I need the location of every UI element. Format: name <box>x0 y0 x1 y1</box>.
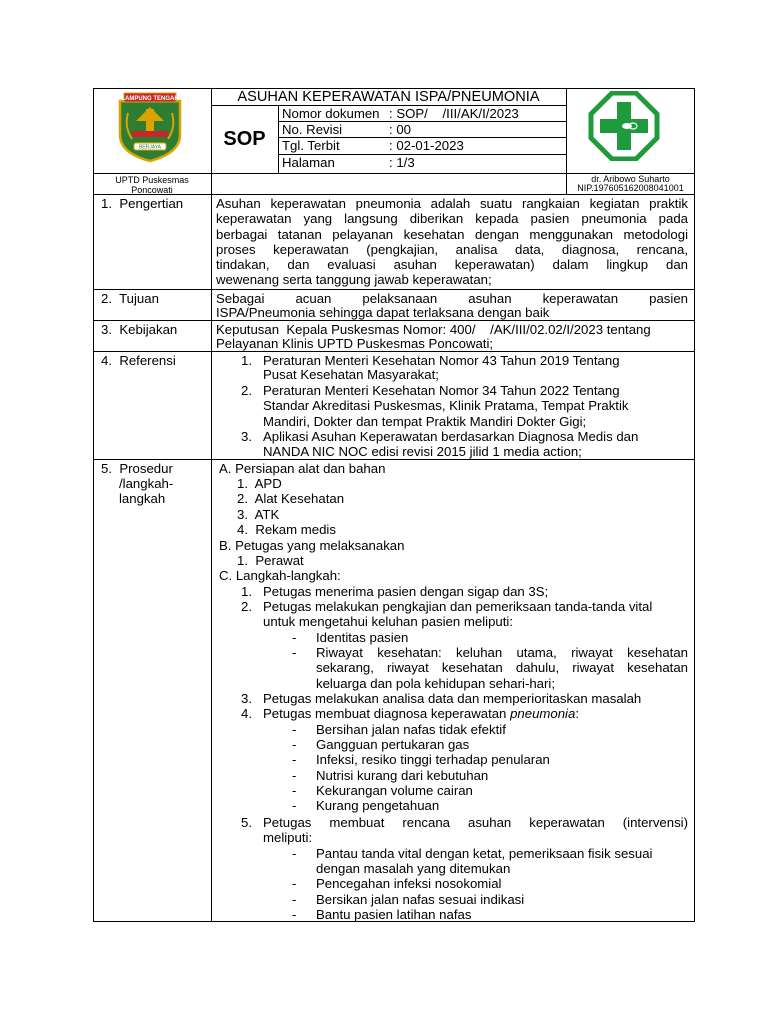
label-tujuan: 2. Tujuan <box>101 291 159 306</box>
meta-label-revisi: No. Revisi <box>282 122 343 137</box>
step-4-sub-6: Kurang pengetahuan <box>316 798 440 813</box>
bullet-dash: - <box>292 798 297 813</box>
bullet-dash: - <box>292 846 297 861</box>
prosedur-a-item-4: 4. Rekam medis <box>237 522 336 537</box>
meta-label-nomor: Nomor dokumen <box>282 106 380 121</box>
step-4-suffix: : <box>575 706 579 721</box>
meta-value-revisi: : 00 <box>389 122 411 137</box>
left-column-divider <box>211 88 212 922</box>
signer-nip: NIP.197605162008041001 <box>577 183 684 193</box>
referensi-3-line-2: NANDA NIC NOC edisi revisi 2015 jilid 1 media action; <box>263 444 582 459</box>
step-3-text: Petugas melakukan analisa data dan memperioritaskan masalah <box>263 691 642 706</box>
step-2-sub-1: Identitas pasien <box>316 630 409 645</box>
meta-value-nomor: : SOP/ /III/AK/I/2023 <box>389 106 519 121</box>
step-num-1: 1. <box>241 584 252 599</box>
bullet-dash: - <box>292 722 297 737</box>
step-5-sub-2: Pencegahan infeksi nosokomial <box>316 876 502 891</box>
bullet-dash: - <box>292 737 297 752</box>
step-4-sub-4: Nutrisi kurang dari kebutuhan <box>316 768 489 783</box>
referensi-num-1: 1. <box>241 353 252 368</box>
prosedur-a-item-2: 2. Alat Kesehatan <box>237 491 345 506</box>
step-5-sub-4: Bantu pasien latihan nafas <box>316 907 472 922</box>
emblem-top-text: LAMPUNG TENGAH <box>121 96 179 102</box>
emblem-bottom-text: BERJAYA <box>138 144 162 151</box>
step-5-sub-3: Bersikan jalan nafas sesuai indikasi <box>316 892 525 907</box>
prosedur-c-title: C. Langkah-langkah: <box>219 568 341 583</box>
bullet-dash: - <box>292 783 297 798</box>
pengertian-line-3: berbagai tatanan pelayanan kesehatan dengan menggunakan metodologi <box>216 227 688 242</box>
referensi-num-3: 3. <box>241 429 252 444</box>
kebijakan-line-2: Pelayanan Klinis UPTD Puskesmas Poncowati; <box>216 336 494 351</box>
bullet-dash: - <box>292 892 297 907</box>
prosedur-a-title: A. Persiapan alat dan bahan <box>219 461 386 476</box>
step-4-sub-5: Kekurangan volume cairan <box>316 783 473 798</box>
label-prosedur-3: langkah <box>119 491 166 506</box>
step-2-sub-2-line-2: sekarang, riwayat kesehatan dahulu, riwayat kesehatan <box>316 660 688 675</box>
referensi-1-line-2: Pusat Kesehatan Masyarakat; <box>263 367 439 382</box>
pengertian-line-4: proses keperawatan (pengkajian, analisa data, diagnosa, rencana, <box>216 242 688 257</box>
pengertian-line-2: keperawatan yang langsung diberikan kepada pasien pneumonia pada <box>216 211 688 226</box>
step-4-sub-3: Infeksi, resiko tinggi terhadap penularan <box>316 752 550 767</box>
step-num-2: 2. <box>241 599 252 614</box>
label-referensi: 4. Referensi <box>101 353 176 368</box>
prosedur-a-item-1: 1. APD <box>237 476 282 491</box>
step-5-sub-1-line-2: dengan masalah yang ditemukan <box>316 861 511 876</box>
sop-label: SOP <box>223 128 266 150</box>
bullet-dash: - <box>292 630 297 645</box>
tujuan-line-1: Sebagai acuan pelaksanaan asuhan keperawatan pasien <box>216 291 688 306</box>
org-name-line1: UPTD Puskesmas <box>115 175 189 185</box>
step-num-3: 3. <box>241 691 252 706</box>
label-pengertian: 1. Pengertian <box>101 196 184 211</box>
step-2-sub-2-line-1: Riwayat kesehatan: keluhan utama, riwayat kesehatan <box>316 645 688 660</box>
step-num-5: 5. <box>241 815 252 830</box>
bullet-dash: - <box>292 752 297 767</box>
step-4-sub-2: Gangguan pertukaran gas <box>316 737 470 752</box>
prosedur-a-item-3: 3. ATK <box>237 507 280 522</box>
meta-value-terbit: : 02-01-2023 <box>389 138 464 153</box>
prosedur-b-item-1: 1. Perawat <box>237 553 304 568</box>
referensi-2-line-3: Mandiri, Dokter dan tempat Praktik Mandiri Dokter Gigi; <box>263 414 587 429</box>
meta-label-terbit: Tgl. Terbit <box>282 138 340 153</box>
label-prosedur-2: /langkah- <box>119 476 174 491</box>
pengertian-line-1: Asuhan keperawatan pneumonia adalah suatu rangkaian kegiatan praktik <box>216 196 688 211</box>
prosedur-b-title: B. Petugas yang melaksanakan <box>219 538 405 553</box>
referensi-1-line-1: Peraturan Menteri Kesehatan Nomor 43 Tahun 2019 Tentang <box>263 353 620 368</box>
referensi-2-line-2: Standar Akreditasi Puskesmas, Klinik Pratama, Tempat Praktik <box>263 398 629 413</box>
step-2-line-2: untuk mengetahui keluhan pasien meliputi: <box>263 614 513 629</box>
referensi-3-line-1: Aplikasi Asuhan Keperawatan berdasarkan Diagnosa Medis dan <box>263 429 639 444</box>
step-4-italic: pneumonia <box>510 706 576 721</box>
bullet-dash: - <box>292 645 297 660</box>
step-4-text <box>263 706 579 721</box>
bullet-dash: - <box>292 876 297 891</box>
bullet-dash: - <box>292 768 297 783</box>
step-5-line-2: meliputi: <box>263 830 313 845</box>
org-name-line2: Poncowati <box>131 185 173 195</box>
step-num-4: 4. <box>241 706 252 721</box>
step-1-text: Petugas menerima pasien dengan sigap dan 3S; <box>263 584 549 599</box>
step-2-sub-2-line-3: keluarga dan pola kehidupan sehari-hari; <box>316 676 556 691</box>
step-4-prefix: Petugas membuat diagnosa keperawatan <box>263 706 511 721</box>
lampung-tengah-emblem-icon <box>116 91 184 163</box>
signer-name: dr. Aribowo Suharto <box>591 174 670 184</box>
kebijakan-line-1: Keputusan Kepala Puskesmas Nomor: 400/ /AK/III/02.02/I/2023 tentang <box>216 322 651 337</box>
meta-value-halaman: : 1/3 <box>389 155 415 170</box>
sop-cell-divider <box>278 105 279 173</box>
pengertian-line-5: tindakan, dan evaluasi asuhan keperawatan) dalam lingkup dan <box>216 257 688 272</box>
label-kebijakan: 3. Kebijakan <box>101 322 178 337</box>
step-5-sub-1-line-1: Pantau tanda vital dengan ketat, pemeriksaan fisik sesuai <box>316 846 653 861</box>
label-prosedur-1: 5. Prosedur <box>101 461 173 476</box>
tujuan-line-2: ISPA/Pneumonia sehingga dapat terlaksana dengan baik <box>216 305 550 320</box>
document-title: ASUHAN KEPERAWATAN ISPA/PNEUMONIA <box>237 89 540 105</box>
referensi-num-2: 2. <box>241 383 252 398</box>
step-2-line-1: Petugas melakukan pengkajian dan pemeriksaan tanda-tanda vital <box>263 599 653 614</box>
bullet-dash: - <box>292 907 297 922</box>
health-cross-logo-icon <box>586 91 662 161</box>
meta-label-halaman: Halaman <box>282 155 335 170</box>
step-4-sub-1: Bersihan jalan nafas tidak efektif <box>316 722 506 737</box>
referensi-2-line-1: Peraturan Menteri Kesehatan Nomor 34 Tahun 2022 Tentang <box>263 383 620 398</box>
step-5-line-1: Petugas membuat rencana asuhan keperawatan (intervensi) <box>263 815 688 830</box>
section-divider-1 <box>93 289 695 290</box>
pengertian-line-6: wewenang serta tanggung jawab keperawatan; <box>216 272 492 287</box>
